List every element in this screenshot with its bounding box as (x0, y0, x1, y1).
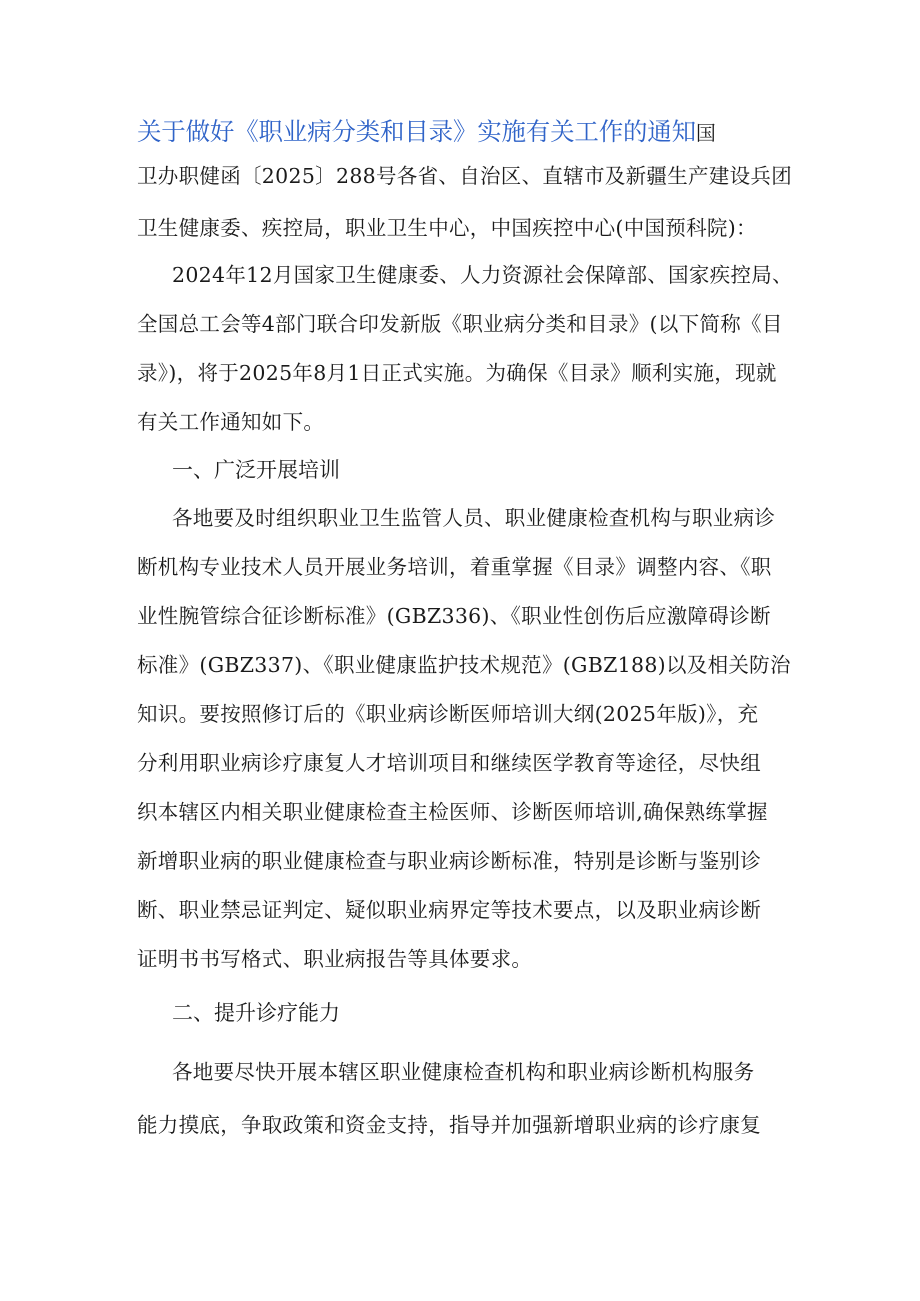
section1-line-10: 证明书书写格式、职业病报告等具体要求。 (137, 947, 533, 971)
section2-heading: 二、提升诊疗能力 (172, 1001, 340, 1025)
section1-line-4: 标准》(GBZ337)、《职业健康监护技术规范》(GBZ188)以及相关防治 (137, 653, 791, 677)
section1-line-8: 新增职业病的职业健康检查与职业病诊断标准，特别是诊断与鉴别诊 (137, 849, 761, 873)
section1-heading: 一、广泛开展培训 (172, 458, 340, 482)
intro-line-4: 有关工作通知如下。 (137, 410, 325, 434)
intro-line-3: 录》)，将于2025年8月1日正式实施。为确保《目录》顺利实施，现就 (137, 361, 777, 385)
section2-line-2: 能力摸底，争取政策和资金支持，指导并加强新增职业病的诊疗康复 (137, 1113, 761, 1137)
section1-line-7: 织本辖区内相关职业健康检查主检医师、诊断医师培训,确保熟练掌握 (137, 800, 768, 824)
title-tail-text: 国 (695, 121, 716, 145)
section1-line-1: 各地要及时组织职业卫生监管人员、职业健康检查机构与职业病诊 (172, 506, 776, 530)
section2-line-1: 各地要尽快开展本辖区职业健康检查机构和职业病诊断机构服务 (172, 1060, 755, 1084)
section1-line-2: 断机构专业技术人员开展业务培训，着重掌握《目录》调整内容、《职 (137, 555, 772, 579)
section1-line-3: 业性腕管综合征诊断标准》(GBZ336)、《职业性创伤后应激障碍诊断 (137, 604, 771, 628)
section1-line-5: 知识。要按照修订后的《职业病诊断医师培训大纲(2025年版)》，充 (137, 702, 759, 726)
title-text: 关于做好《职业病分类和目录》实施有关工作的通知 (137, 117, 696, 146)
document-title (137, 116, 797, 149)
section1-line-6: 分利用职业病诊疗康复人才培训项目和继续医学教育等途径，尽快组 (137, 751, 761, 775)
section1-line-9: 断、职业禁忌证判定、疑似职业病界定等技术要点，以及职业病诊断 (137, 898, 761, 922)
intro-line-1: 2024年12月国家卫生健康委、人力资源社会保障部、国家疾控局、 (172, 263, 793, 287)
header-line-1: 卫办职健函〔2025〕288号各省、自治区、直辖市及新疆生产建设兵团 (137, 164, 792, 188)
header-line-2: 卫生健康委、疾控局，职业卫生中心，中国疾控中心(中国预科院)： (137, 216, 757, 240)
intro-line-2: 全国总工会等4部门联合印发新版《职业病分类和目录》(以下简称《目 (137, 312, 783, 336)
